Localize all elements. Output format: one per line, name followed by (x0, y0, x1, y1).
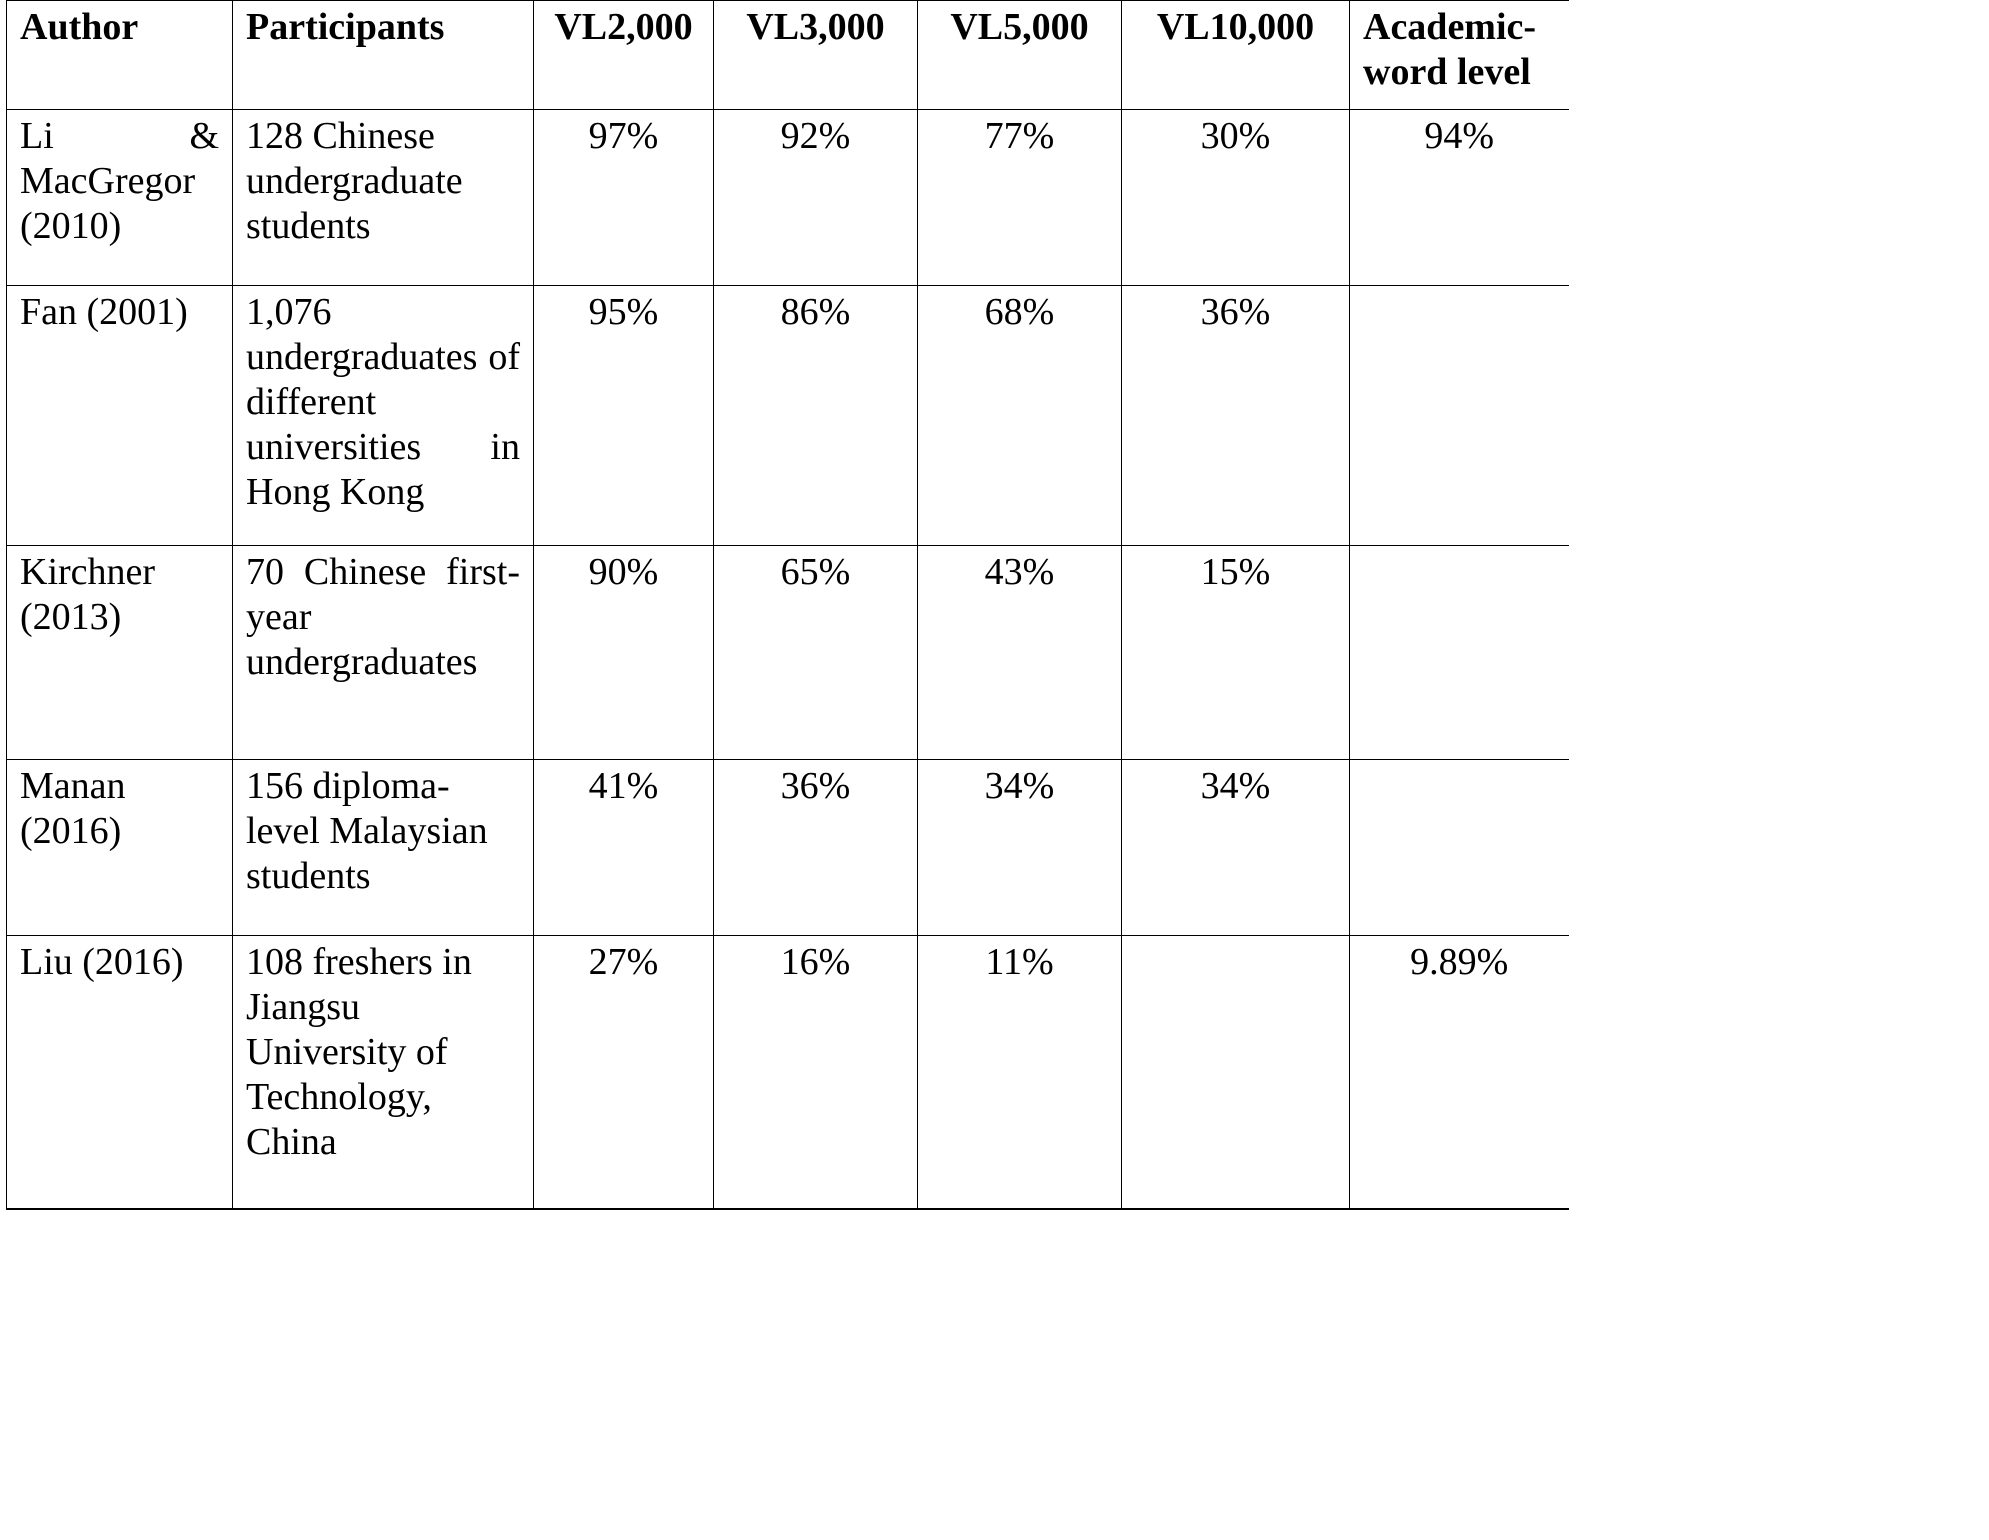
cell-academic-word-level: 94% (1350, 110, 1569, 286)
cell-author: Fan (2001) (7, 286, 233, 546)
cell-vl3000: 16% (714, 936, 918, 1210)
cell-vl3000: 65% (714, 546, 918, 760)
cell-academic-word-level (1350, 760, 1569, 936)
table-row (7, 546, 1569, 760)
cell-author: Liu (2016) (7, 936, 233, 1210)
header-vl10000: VL10,000 (1122, 1, 1350, 110)
table-row (7, 760, 1569, 936)
cell-participants: 70 Chinese first-year undergraduates (233, 546, 534, 760)
cell-academic-word-level (1350, 546, 1569, 760)
header-vl3000: VL3,000 (714, 1, 918, 110)
cell-vl10000: 36% (1122, 286, 1350, 546)
cell-participants: 128 Chinese undergraduate students (233, 110, 534, 286)
table-row (7, 110, 1569, 286)
header-author: Author (7, 1, 233, 110)
cell-academic-word-level: 9.89% (1350, 936, 1569, 1210)
cell-participants: 156 diploma-level Malaysian students (233, 760, 534, 936)
cell-academic-word-level (1350, 286, 1569, 546)
cell-author: Manan (2016) (7, 760, 233, 936)
cell-vl3000: 36% (714, 760, 918, 936)
cell-vl2000: 90% (534, 546, 714, 760)
cell-vl2000: 41% (534, 760, 714, 936)
header-vl2000: VL2,000 (534, 1, 714, 110)
header-participants: Participants (233, 1, 534, 110)
cell-author: Li & MacGregor (2010) (7, 110, 233, 286)
cell-vl5000: 77% (918, 110, 1122, 286)
cell-vl2000: 27% (534, 936, 714, 1210)
cell-vl3000: 86% (714, 286, 918, 546)
table-row (7, 286, 1569, 546)
cell-vl2000: 97% (534, 110, 714, 286)
cell-participants: 1,076 undergraduates of different universities in Hong Kong (233, 286, 534, 546)
cell-vl10000: 30% (1122, 110, 1350, 286)
table-row (7, 936, 1569, 1210)
cell-participants: 108 freshers in Jiangsu University of Technology, China (233, 936, 534, 1210)
cell-author: Kirchner (2013) (7, 546, 233, 760)
header-vl5000: VL5,000 (918, 1, 1122, 110)
cell-vl5000: 34% (918, 760, 1122, 936)
header-row (7, 1, 1569, 110)
cell-vl3000: 92% (714, 110, 918, 286)
cell-vl2000: 95% (534, 286, 714, 546)
cell-vl10000: 15% (1122, 546, 1350, 760)
header-academic-word-level: Academic-word level (1350, 1, 1569, 110)
cell-vl10000 (1122, 936, 1350, 1210)
cell-vl5000: 11% (918, 936, 1122, 1210)
cell-vl5000: 43% (918, 546, 1122, 760)
vocabulary-level-table (6, 0, 1569, 1210)
cell-vl5000: 68% (918, 286, 1122, 546)
cell-vl10000: 34% (1122, 760, 1350, 936)
